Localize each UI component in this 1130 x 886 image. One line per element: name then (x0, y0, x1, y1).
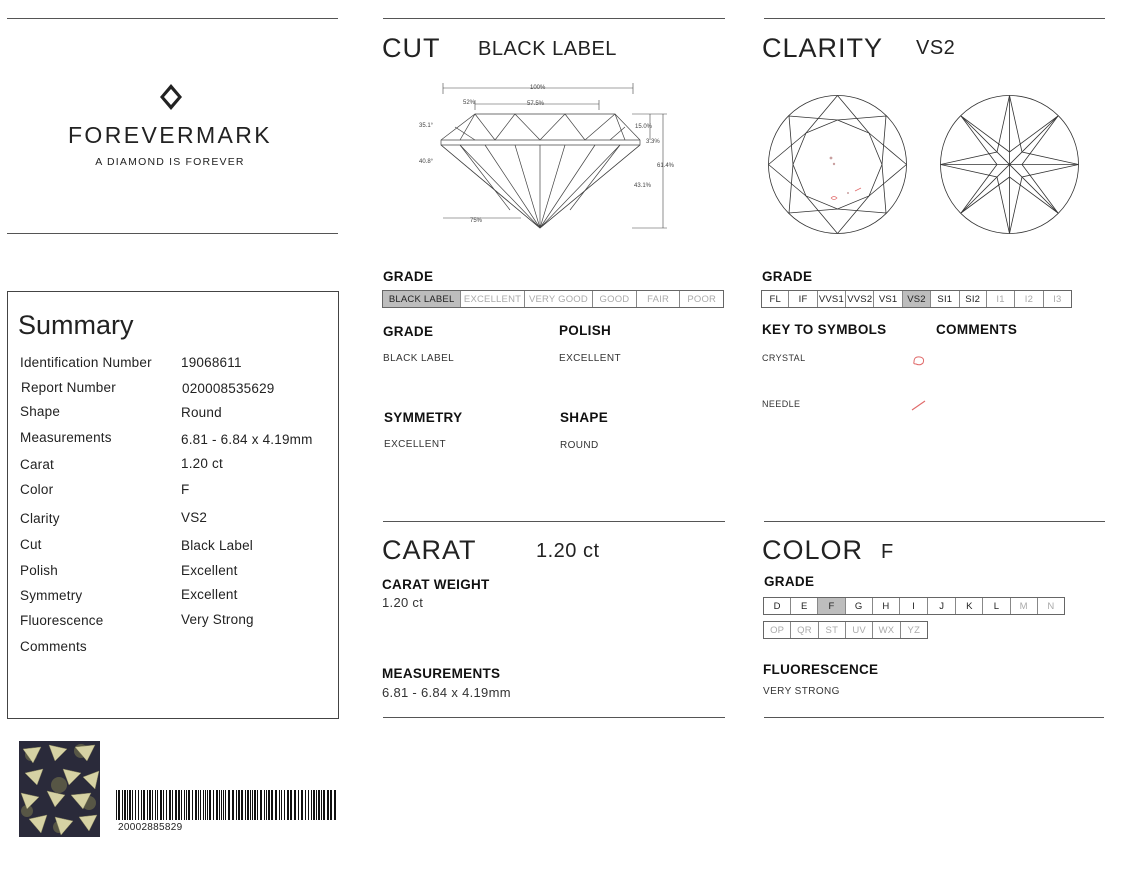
summary-label-id: Identification Number (20, 355, 152, 370)
barcode-bar (330, 790, 332, 820)
summary-label-cut: Cut (20, 537, 42, 552)
cut-grade-value: BLACK LABEL (383, 353, 455, 364)
barcode-bar (188, 790, 190, 820)
clarity-grade-scale (761, 290, 1072, 308)
barcode-bar (166, 790, 167, 820)
color-grade-cell-m: M (1011, 598, 1038, 614)
color-grade-cell-i: I (900, 598, 928, 614)
color-grade-cell-n: N (1047, 600, 1055, 612)
color-grade-cell-j: J (928, 598, 956, 614)
barcode-bar (311, 790, 312, 820)
barcode-bar (298, 790, 299, 820)
clarity-grade-cell-vs1: VS1 (874, 291, 902, 307)
barcode-bar (225, 790, 226, 820)
barcode-bar (198, 790, 199, 820)
clarity-plot-crown (765, 92, 910, 237)
barcode-bar (232, 790, 234, 820)
barcode-bar (124, 790, 126, 820)
diagram-table-width-label: 57.5% (527, 101, 545, 107)
barcode-bar (138, 790, 139, 820)
color-grade-heading: GRADE (764, 574, 815, 589)
barcode-bar (175, 790, 177, 820)
barcode-bar (271, 790, 273, 820)
divider (7, 18, 338, 19)
cut-grade-scale (382, 290, 724, 308)
barcode-bar (186, 790, 187, 820)
symmetry-label: SYMMETRY (384, 410, 463, 425)
barcode-bar (279, 790, 280, 820)
fluorescence-value: VERY STRONG (763, 686, 840, 697)
color-grade-cell-wx: WX (873, 622, 900, 638)
summary-label-polish: Polish (20, 563, 58, 578)
summary-value-shape: Round (181, 405, 222, 420)
barcode-bar (323, 790, 325, 820)
summary-value-report: 020008535629 (182, 381, 275, 396)
logo-brand: FOREVERMARK (67, 122, 273, 148)
barcode-bar (294, 790, 296, 820)
barcode-bar (318, 790, 320, 820)
summary-label-comments: Comments (20, 639, 87, 654)
barcode-bar (287, 790, 289, 820)
barcode-bar (181, 790, 182, 820)
summary-value-symmetry: Excellent (181, 587, 238, 602)
clarity-grade-cell-i1: I1 (987, 291, 1015, 307)
barcode-bar (257, 790, 258, 820)
color-grade-cell-h: H (873, 598, 900, 614)
barcode-bar (275, 790, 277, 820)
barcode-bar (266, 790, 267, 820)
logo-tagline: A DIAMOND IS FOREVER (95, 156, 245, 168)
barcode-bar (250, 790, 251, 820)
color-grade-cell-st: ST (819, 622, 846, 638)
divider (7, 233, 338, 234)
shape-label: SHAPE (560, 410, 609, 425)
clarity-grade-cell-fl: FL (762, 291, 789, 307)
color-value: F (881, 541, 894, 563)
symbol-crystal-label: CRYSTAL (762, 353, 806, 363)
clarity-grade-cell-i2: I2 (1015, 291, 1043, 307)
divider (383, 717, 725, 718)
summary-label-fluorescence: Fluorescence (20, 613, 104, 628)
fluorescence-label: FLUORESCENCE (763, 662, 879, 677)
barcode-bar (116, 790, 117, 820)
crystal-symbol-icon (911, 354, 927, 368)
color-title: COLOR (762, 535, 864, 565)
barcode (116, 790, 339, 820)
barcode-bar (143, 790, 145, 820)
polish-value: EXCELLENT (559, 353, 621, 364)
proportions-diagram (415, 80, 685, 232)
divider (764, 717, 1104, 718)
summary-value-color: F (181, 482, 190, 497)
clarity-value: VS2 (916, 37, 956, 59)
barcode-bar (172, 790, 173, 820)
barcode-bar (281, 790, 282, 820)
diagram-crown-angle-label: 35.1° (419, 123, 434, 129)
diamond-mark-icon (158, 83, 184, 111)
divider (764, 521, 1105, 522)
cut-grade-cell-poor: POOR (687, 293, 717, 305)
divider (383, 18, 725, 19)
key-to-symbols-heading: KEY TO SYMBOLS (762, 322, 887, 337)
summary-label-report: Report Number (21, 380, 116, 395)
barcode-bar (327, 790, 329, 820)
cut-grade-cell-excellent: EXCELLENT (461, 291, 524, 307)
summary-value-measurements: 6.81 - 6.84 x 4.19mm (181, 432, 313, 447)
barcode-bar (195, 790, 197, 820)
barcode-bar (135, 790, 136, 820)
barcode-bar (219, 790, 220, 820)
summary-label-clarity: Clarity (20, 511, 60, 526)
barcode-bar (157, 790, 158, 820)
clarity-grade-cell-vvs2: VVS2 (846, 291, 874, 307)
clarity-grade-cell-vvs1: VVS1 (818, 291, 846, 307)
cut-value: BLACK LABEL (478, 38, 617, 60)
barcode-bar (252, 790, 253, 820)
barcode-bar (228, 790, 230, 820)
cut-title: CUT (382, 33, 441, 63)
barcode-bar (129, 790, 131, 820)
barcode-bar (268, 790, 270, 820)
color-grade-cell-uv: UV (846, 622, 873, 638)
barcode-bar (238, 790, 240, 820)
carat-weight-label: CARAT WEIGHT (382, 577, 490, 592)
barcode-bar (132, 790, 133, 820)
barcode-bar (284, 790, 285, 820)
barcode-bar (245, 790, 246, 820)
barcode-bar (308, 790, 309, 820)
forevermark-logo (60, 80, 280, 175)
barcode-bar (260, 790, 262, 820)
summary-label-shape: Shape (20, 404, 61, 419)
color-grade-cell-l: L (983, 598, 1010, 614)
barcode-bar (264, 790, 265, 820)
diagram-lower-half-label: 75% (470, 218, 483, 224)
barcode-bar (316, 790, 317, 820)
barcode-bar (149, 790, 151, 820)
barcode-bar (169, 790, 171, 820)
summary-value-fluorescence: Very Strong (181, 612, 254, 627)
clarity-grade-cell-vs2: VS2 (903, 291, 931, 307)
barcode-bar (147, 790, 148, 820)
color-grade-cell-yz: YZ (907, 624, 921, 636)
barcode-bar (321, 790, 322, 820)
carat-value: 1.20 ct (536, 540, 600, 562)
summary-value-clarity: VS2 (181, 510, 208, 525)
carat-title: CARAT (382, 535, 477, 565)
symbol-needle-label: NEEDLE (762, 399, 801, 409)
barcode-bar (203, 790, 204, 820)
needle-symbol-icon (910, 398, 928, 412)
summary-label-symmetry: Symmetry (20, 588, 83, 603)
barcode-bar (122, 790, 123, 820)
barcode-bar (313, 790, 315, 820)
barcode-bar (241, 790, 243, 820)
barcode-bar (221, 790, 222, 820)
barcode-bar (334, 790, 336, 820)
barcode-bar (236, 790, 237, 820)
clarity-plot-pavilion (937, 92, 1082, 237)
barcode-bar (254, 790, 256, 820)
barcode-bar (247, 790, 249, 820)
color-grade-cell-e: E (791, 598, 818, 614)
cut-grade-label: GRADE (383, 324, 434, 339)
barcode-bar (184, 790, 185, 820)
summary-value-cut: Black Label (181, 538, 253, 553)
color-grade-cell-f: F (818, 598, 845, 614)
barcode-bar (160, 790, 162, 820)
barcode-bar (207, 790, 208, 820)
barcode-bar (216, 790, 218, 820)
color-grade-cell-op: OP (764, 622, 791, 638)
barcode-bar (118, 790, 120, 820)
diagram-total-depth-label: 61.4% (657, 163, 675, 169)
barcode-bar (209, 790, 211, 820)
color-grade-cell-d: D (764, 598, 791, 614)
summary-value-id: 19068611 (181, 355, 242, 370)
color-grade-cell-g: G (846, 598, 873, 614)
barcode-number: 20002885829 (118, 822, 183, 833)
summary-value-carat: 1.20 ct (181, 456, 223, 471)
barcode-bar (301, 790, 303, 820)
diagram-table-pct-label: 52% (463, 100, 476, 106)
clarity-grade-cell-si1: SI1 (931, 291, 959, 307)
cut-grade-cell-good: GOOD (593, 291, 637, 307)
diagram-pavilion-angle-label: 40.8° (419, 159, 434, 165)
barcode-bar (155, 790, 156, 820)
barcode-bar (163, 790, 164, 820)
divider (383, 521, 725, 522)
cut-grade-cell-black-label: BLACK LABEL (383, 291, 461, 307)
measurements-label: MEASUREMENTS (382, 666, 501, 681)
barcode-bar (205, 790, 206, 820)
barcode-bar (305, 790, 306, 820)
clarity-grade-cell-if: IF (789, 291, 817, 307)
clarity-grade-cell-i3: I3 (1053, 293, 1062, 305)
cut-grade-cell-fair: FAIR (637, 291, 681, 307)
summary-label-measurements: Measurements (20, 430, 112, 445)
comments-heading: COMMENTS (936, 322, 1018, 337)
polish-label: POLISH (559, 323, 612, 338)
clarity-grade-cell-si2: SI2 (960, 291, 987, 307)
barcode-bar (152, 790, 153, 820)
barcode-bar (178, 790, 180, 820)
diagram-pavilion-depth-label: 43.1% (634, 183, 652, 189)
summary-title: Summary (18, 310, 134, 340)
color-grade-scale-row2 (763, 621, 928, 639)
barcode-bar (192, 790, 193, 820)
barcode-bar (200, 790, 201, 820)
barcode-bar (127, 790, 128, 820)
summary-label-carat: Carat (20, 457, 55, 472)
cut-grade-heading: GRADE (383, 269, 434, 284)
color-grade-cell-k: K (956, 598, 983, 614)
color-grade-scale-row1 (763, 597, 1065, 615)
clarity-grade-heading: GRADE (762, 269, 813, 284)
diamond-hologram-image (19, 741, 100, 837)
cut-grade-cell-very-good: VERY GOOD (525, 291, 593, 307)
color-grade-cell-qr: QR (791, 622, 818, 638)
diagram-girdle-label: 3.3% (646, 139, 660, 145)
barcode-bar (213, 790, 214, 820)
shape-value: ROUND (560, 440, 599, 451)
barcode-bar (223, 790, 224, 820)
carat-weight-value: 1.20 ct (382, 595, 424, 610)
summary-label-color: Color (20, 482, 54, 497)
measurements-value: 6.81 - 6.84 x 4.19mm (382, 685, 511, 700)
clarity-title: CLARITY (762, 33, 884, 63)
barcode-bar (290, 790, 292, 820)
summary-value-polish: Excellent (181, 563, 238, 578)
divider (764, 18, 1105, 19)
barcode-bar (141, 790, 142, 820)
symmetry-value: EXCELLENT (384, 439, 446, 450)
diagram-crown-height-label: 15.0% (635, 124, 653, 130)
diagram-total-label: 100% (530, 85, 546, 91)
